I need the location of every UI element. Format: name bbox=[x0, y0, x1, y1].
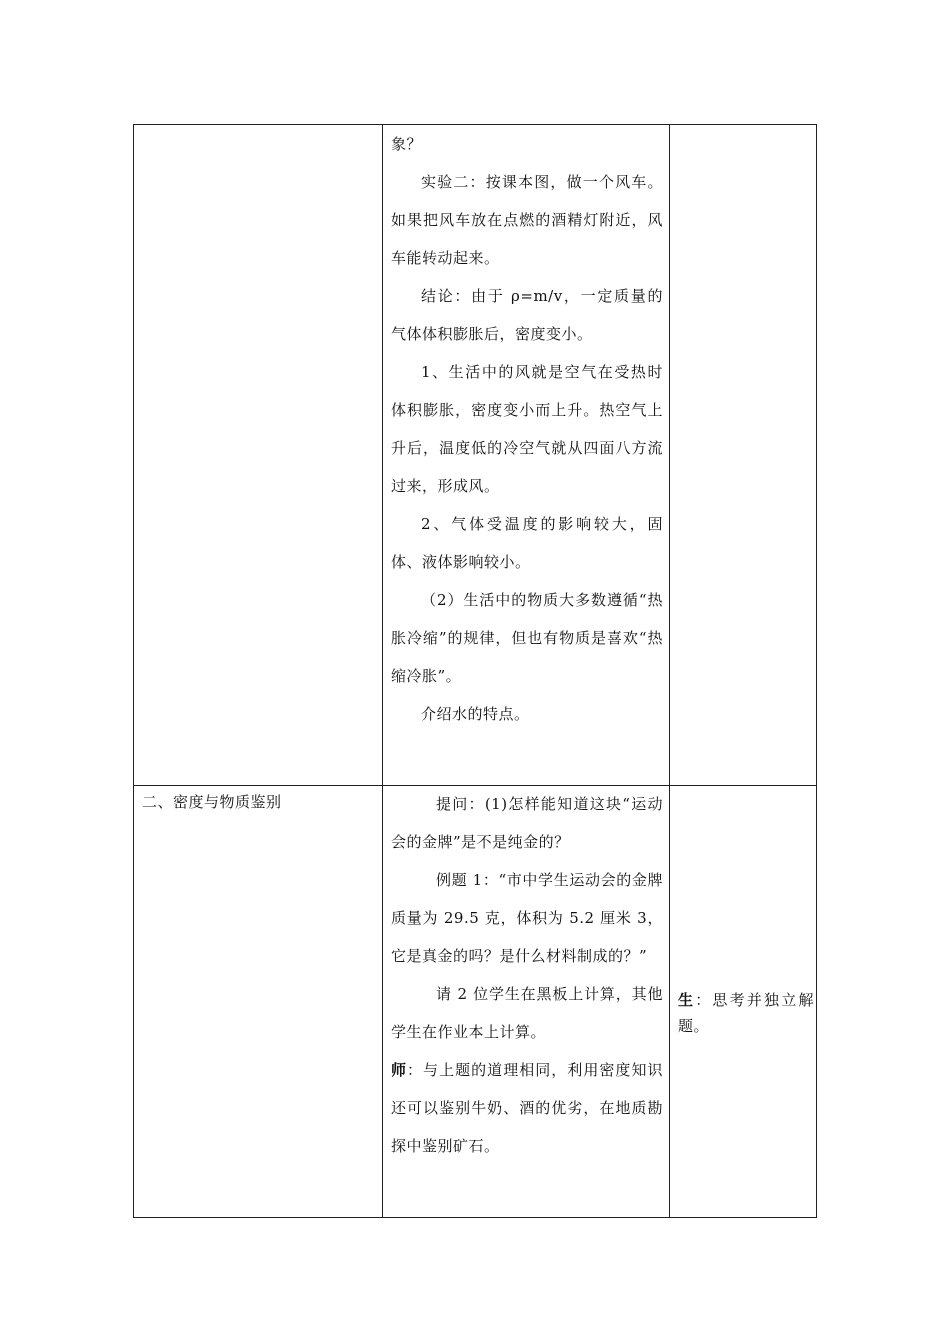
continuation-text: 象？ bbox=[391, 135, 423, 153]
point-one: 1、生活中的风就是空气在受热时体积膨胀，密度变小而上升。热空气上升后，温度低的冷空气就从四面八方流过来，形成风。 bbox=[391, 363, 663, 495]
teacher-note bbox=[391, 1051, 663, 1165]
experiment-two: 实验二：按课本图，做一个风车。如果把风车放在点燃的酒精灯附近，风车能转动起来。 bbox=[391, 173, 663, 267]
row2-middle-cell bbox=[391, 785, 663, 1165]
board-instruction: 请 2 位学生在黑板上计算，其他学生在作业本上计算。 bbox=[391, 985, 663, 1041]
row2-right-cell bbox=[678, 987, 814, 1039]
question-text: 提问：(1)怎样能知道这块“运动会的金牌”是不是纯金的？ bbox=[391, 795, 663, 851]
column-divider bbox=[382, 125, 383, 1217]
teacher-label: 师 bbox=[391, 1061, 408, 1079]
example-one: 例题 1：“市中学生运动会的金牌质量为 29.5 克，体积为 5.2 厘米 3，它是真金的吗？是什么材料制成的？” bbox=[391, 871, 663, 965]
row1-middle-cell bbox=[391, 125, 663, 733]
student-note bbox=[678, 987, 814, 1039]
water-intro: 介绍水的特点。 bbox=[421, 705, 530, 723]
point-three: （2）生活中的物质大多数遵循“热胀冷缩”的规律，但也有物质是喜欢“热缩冷胀”。 bbox=[391, 591, 663, 685]
row2-left-cell bbox=[142, 791, 377, 813]
student-text: ：思考并独立解题。 bbox=[678, 991, 814, 1035]
conclusion: 结论：由于 ρ=m/v，一定质量的气体体积膨胀后，密度变小。 bbox=[391, 287, 663, 343]
teacher-text: ：与上题的道理相同，利用密度知识还可以鉴别牛奶、酒的优劣，在地质勘探中鉴别矿石。 bbox=[391, 1061, 663, 1155]
point-two: 2、气体受温度的影响较大，固体、液体影响较小。 bbox=[391, 515, 663, 571]
column-divider bbox=[669, 125, 670, 1217]
student-label: 生 bbox=[678, 991, 696, 1009]
lesson-table bbox=[133, 124, 817, 1218]
section-heading: 二、密度与物质鉴别 bbox=[142, 793, 282, 811]
